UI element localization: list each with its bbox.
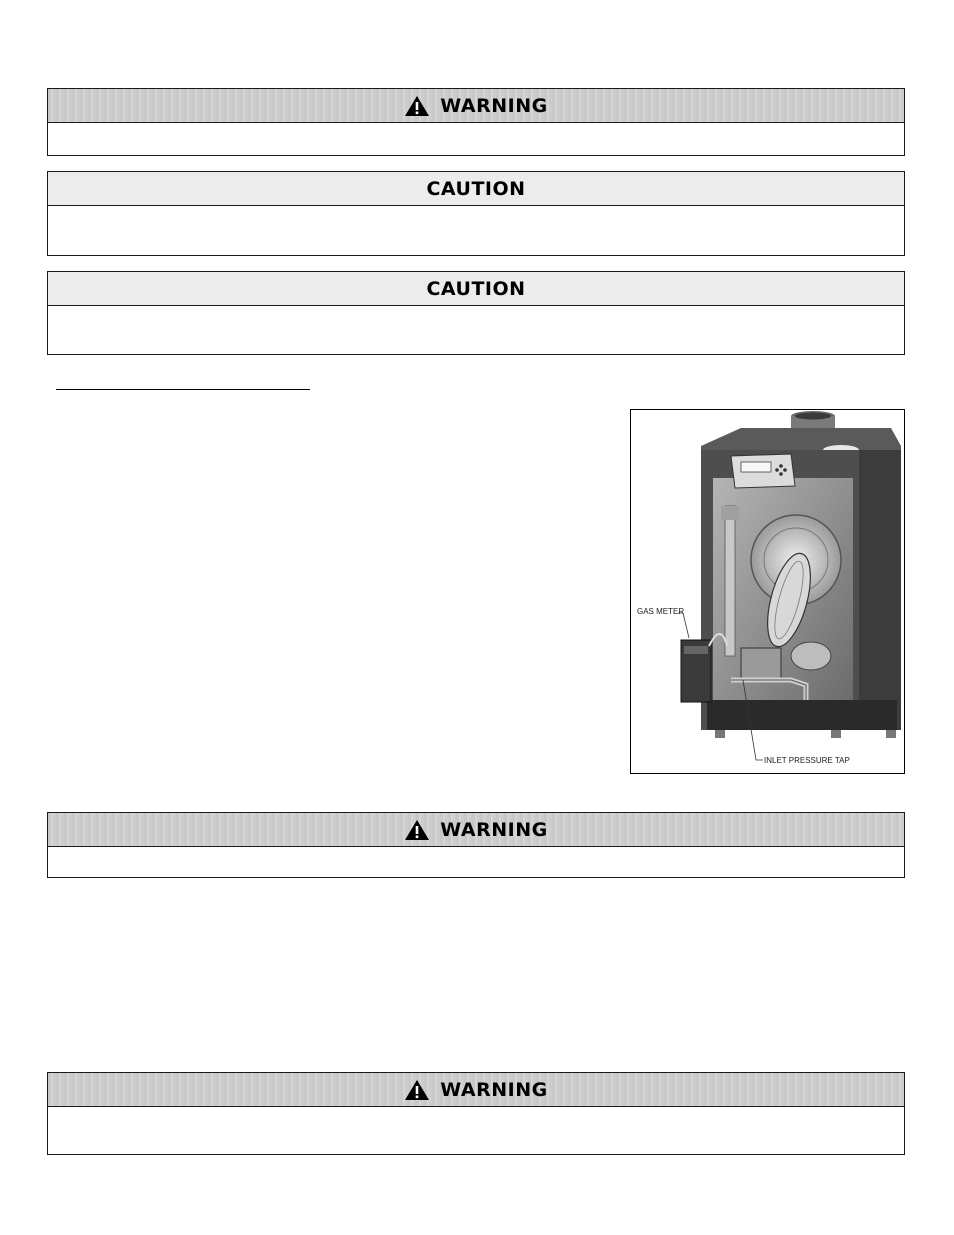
caution-box-1	[47, 171, 905, 256]
warning-header	[48, 813, 904, 847]
gas-meter-label: GAS METER	[637, 607, 685, 616]
warning-label: WARNING	[440, 818, 548, 841]
inlet-pressure-tap-label: INLET PRESSURE TAP	[764, 756, 850, 765]
boiler-illustration	[631, 410, 904, 773]
caution-box-2	[47, 271, 905, 355]
warning-box-3	[47, 1072, 905, 1155]
warning-label: WARNING	[440, 1078, 548, 1101]
warning-triangle-icon	[404, 819, 430, 841]
caution-header	[48, 272, 904, 306]
warning-header	[48, 1073, 904, 1107]
caution-label: CAUTION	[426, 277, 526, 300]
warning-triangle-icon	[404, 1079, 430, 1101]
warning-box-2	[47, 812, 905, 878]
warning-header	[48, 89, 904, 123]
caution-header	[48, 172, 904, 206]
caution-label: CAUTION	[426, 177, 526, 200]
warning-triangle-icon	[404, 95, 430, 117]
warning-label: WARNING	[440, 94, 548, 117]
boiler-figure	[630, 409, 905, 774]
section-heading-underline	[56, 389, 310, 390]
warning-box-1	[47, 88, 905, 156]
